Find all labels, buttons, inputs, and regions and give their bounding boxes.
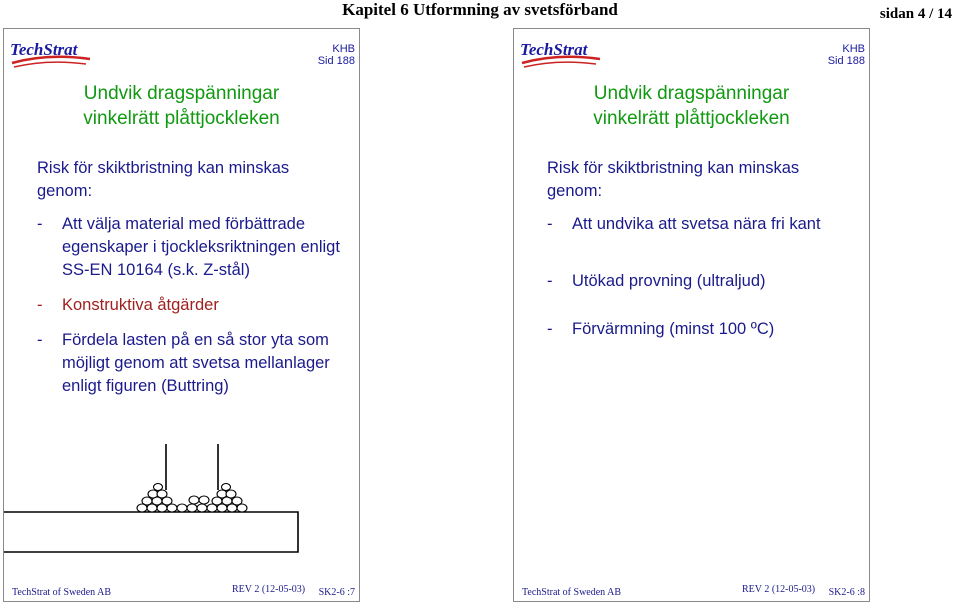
slide-7 — [3, 28, 360, 602]
bullet-item: - Utökad provning (ultraljud) — [547, 272, 766, 290]
bullet-item: - Konstruktiva åtgärder — [37, 296, 219, 314]
page-header — [0, 0, 960, 26]
page-number: sidan 4 / 14 — [879, 6, 952, 22]
footer-revision: REV 2 (12-05-03) — [232, 584, 306, 595]
chapter-title: Kapitel 6 Utformning av svetsförband — [342, 0, 618, 19]
footer-slide-code: SK2-6 :8 — [828, 587, 865, 598]
intro-text — [547, 157, 869, 203]
footer-company: TechStrat of Sweden AB — [12, 587, 112, 598]
slide-title — [4, 81, 359, 131]
title-line-1: Undvik dragspänningar — [83, 83, 280, 104]
sid-label: Sid 188 — [317, 55, 355, 67]
title-line-2: vinkelrätt plåttjockleken — [83, 108, 280, 129]
intro-line-2: genom: — [37, 182, 93, 200]
svg-text:TechStrat: TechStrat — [520, 40, 588, 59]
techstrat-logo — [8, 37, 94, 73]
svg-text:TechStrat: TechStrat — [10, 40, 78, 59]
slide-footer — [4, 582, 359, 600]
title-line-1: Undvik dragspänningar — [593, 83, 790, 104]
bullet-item: - Fördela lasten på en så stor yta som möjligt genom att svetsa mellanlager enligt figuren (Buttring) — [37, 331, 330, 395]
khb-label: KHB — [842, 43, 865, 55]
bullet-item: - Att undvika att svetsa nära fri kant — [547, 215, 821, 233]
khb-label: KHB — [332, 43, 355, 55]
bullet-item: - Att välja material med förbättrade egenskaper i tjockleksriktningen enligt SS-EN 10164 (s.k. Z-stål) — [37, 215, 340, 279]
bullet-item: - Förvärmning (minst 100 ºC) — [547, 320, 775, 338]
title-line-2: vinkelrätt plåttjockleken — [593, 108, 790, 129]
slide-8 — [513, 28, 870, 602]
footer-revision: REV 2 (12-05-03) — [742, 584, 816, 595]
slide-footer — [514, 582, 869, 600]
intro-line-1: Risk för skiktbristning kan minskas — [37, 159, 290, 177]
khb-reference — [318, 43, 355, 67]
techstrat-logo — [518, 37, 604, 73]
slide-title — [514, 81, 869, 131]
footer-slide-code: SK2-6 :7 — [318, 587, 355, 598]
intro-text — [37, 157, 359, 203]
khb-reference — [828, 43, 865, 67]
footer-company: TechStrat of Sweden AB — [522, 587, 622, 598]
intro-line-1: Risk för skiktbristning kan minskas — [547, 159, 800, 177]
intro-line-2: genom: — [547, 182, 603, 200]
sid-label: Sid 188 — [827, 55, 865, 67]
buttering-weld-sketch — [4, 434, 359, 574]
